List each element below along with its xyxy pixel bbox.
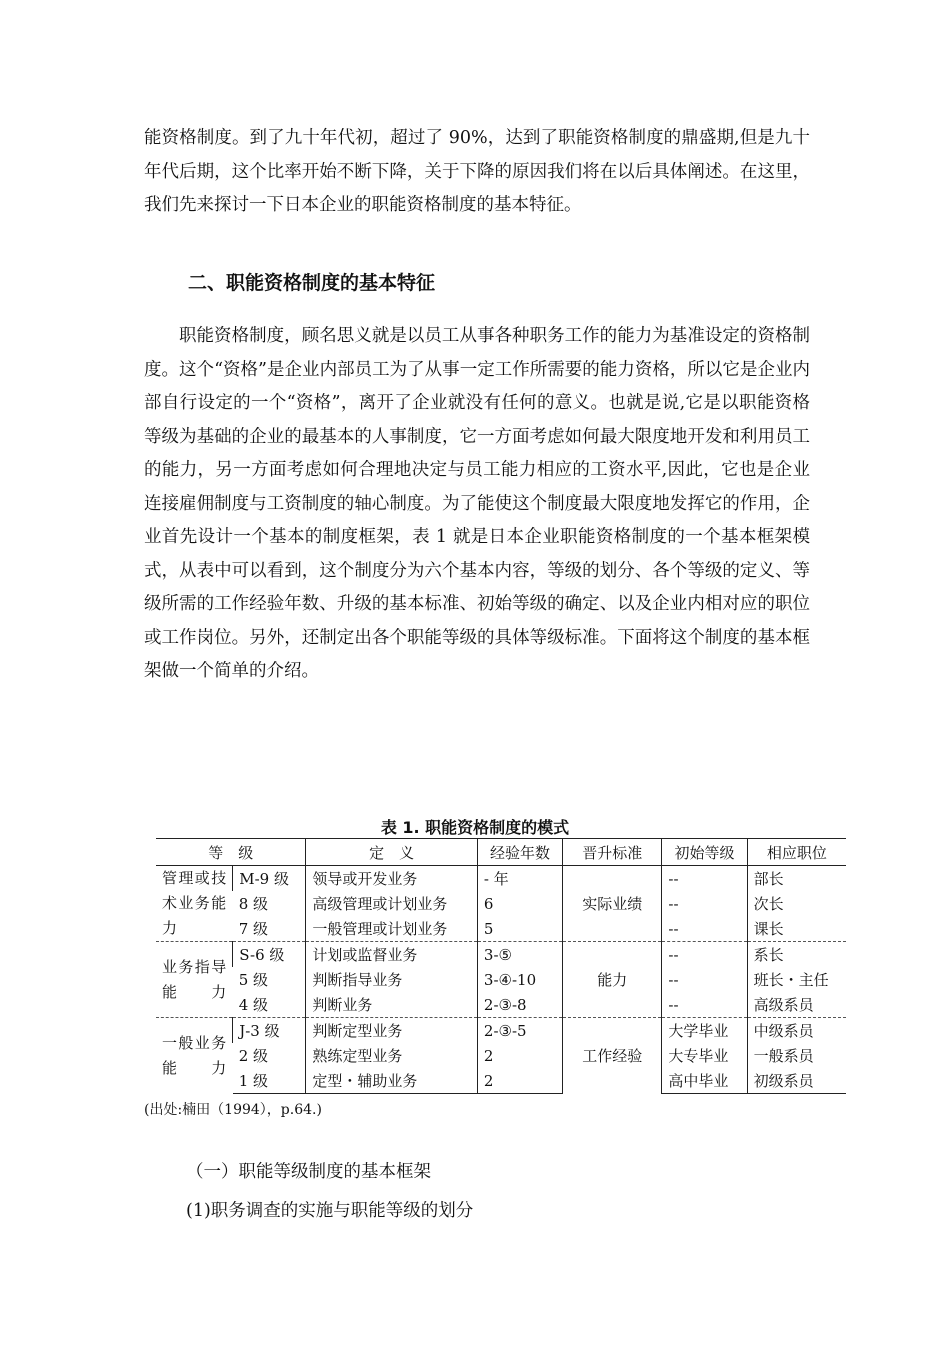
table-row — [156, 891, 846, 916]
table-row — [156, 916, 846, 942]
position-cell: 班长・主任 — [747, 967, 846, 992]
subheading-job-survey: (1)职务调查的实施与职能等级的划分 — [186, 1201, 474, 1221]
promotion-cell: 实际业绩 — [563, 866, 662, 942]
definition-cell: 计划或监督业务 — [306, 942, 477, 968]
years-cell: 2-③-8 — [477, 992, 562, 1018]
table-row — [156, 942, 846, 968]
position-cell: 部长 — [747, 866, 846, 892]
category-cell: 一般业务能力 — [156, 1018, 233, 1094]
level-cell: S-6 级 — [233, 942, 306, 968]
initial-cell: 高中毕业 — [662, 1068, 747, 1094]
position-cell: 一般系员 — [747, 1043, 846, 1068]
position-cell: 系长 — [747, 942, 846, 968]
years-cell: 6 — [477, 891, 562, 916]
table-row — [156, 967, 846, 992]
category-cell: 业务指导能力 — [156, 942, 233, 1018]
position-cell: 次长 — [747, 891, 846, 916]
level-cell: M-9 级 — [233, 866, 306, 892]
table-source-note: (出处:楠田（1994），p.64.) — [144, 1102, 322, 1118]
header-initial: 初始等级 — [662, 839, 747, 866]
initial-cell: 大学毕业 — [662, 1018, 747, 1044]
initial-cell: -- — [662, 916, 747, 942]
table-row — [156, 1018, 846, 1044]
initial-cell: -- — [662, 992, 747, 1018]
initial-cell: -- — [662, 942, 747, 968]
table-row — [156, 992, 846, 1018]
table-row — [156, 1043, 846, 1068]
paragraph-body: 职能资格制度，顾名思义就是以员工从事各种职务工作的能力为基准设定的资格制度。这个“资格”是企业内部员工为了从事一定工作所需要的能力资格，所以它是企业内部自行设定的一个“资格”，离开了企业就没有任何的意义。也就是说,它是以职能资格等级为基础的企业的最基本的人事制度，它一方面考虑如何最大限度地开发和利用员工的能力，另一方面考虑如何合理地决定与员工能力相应的工资水平,因此，它也是企业连接雇佣制度与工资制度的轴心制度。为了能使这个制度最大限度地发挥它的作用，企业首先设计一个基本的制度框架，表 1 就是日本企业职能资格制度的一个基本框架模式，从表中可以看到，这个制度分为六个基本内容，等级的划分、各个等级的定义、等级所需的工作经验年数、升级的基本标准、初始等级的确定、以及企业内相对应的职位或工作岗位。另外，还制定出各个职能等级的具体等级标准。下面将这个制度的基本框架做一个简单的介绍。 — [144, 326, 810, 681]
category-cell: 管理或技术业务能力 — [162, 869, 227, 937]
years-cell: 5 — [477, 916, 562, 942]
level-cell: 1 级 — [233, 1068, 306, 1094]
position-cell: 高级系员 — [747, 992, 846, 1018]
level-cell: 7 级 — [238, 920, 269, 938]
table-row — [156, 1068, 846, 1094]
subheading-framework: （一）职能等级制度的基本框架 — [186, 1162, 431, 1182]
definition-cell: 高级管理或计划业务 — [306, 891, 477, 916]
level-cell: J-3 级 — [233, 1018, 306, 1044]
table-header-row — [156, 839, 846, 866]
header-position: 相应职位 — [747, 839, 846, 866]
position-cell: 初级系员 — [747, 1068, 846, 1094]
header-grade: 等 级 — [156, 839, 306, 866]
table-row — [156, 866, 846, 892]
definition-cell: 熟练定型业务 — [306, 1043, 477, 1068]
years-cell: - 年 — [477, 866, 562, 892]
position-cell: 课长 — [747, 916, 846, 942]
initial-cell: -- — [662, 891, 747, 916]
header-definition: 定 义 — [306, 839, 477, 866]
table-title: 表 1. 职能资格制度的模式 — [380, 818, 570, 837]
level-cell: 2 级 — [238, 1047, 269, 1065]
definition-cell: 领导或开发业务 — [306, 866, 477, 892]
position-cell: 中级系员 — [747, 1018, 846, 1044]
qualification-framework-table — [156, 838, 846, 1094]
section-heading: 二、职能资格制度的基本特征 — [188, 272, 436, 294]
paragraph-continued: 能资格制度。到了九十年代初，超过了 90%，达到了职能资格制度的鼎盛期,但是九十年代后期，这个比率开始不断下降，关于下降的原因我们将在以后具体阐述。在这里，我们先来探讨一下日本企业的职能资格制度的基本特征。 — [144, 128, 810, 215]
years-cell: 2 — [477, 1068, 562, 1094]
definition-cell: 判断业务 — [306, 992, 477, 1018]
promotion-cell: 工作经验 — [563, 1018, 662, 1094]
promotion-cell: 能力 — [563, 942, 662, 1018]
header-years: 经验年数 — [477, 839, 562, 866]
years-cell: 3-④-10 — [477, 967, 562, 992]
years-cell: 2-③-5 — [477, 1018, 562, 1044]
level-cell: 8 级 — [238, 895, 269, 913]
definition-cell: 判断定型业务 — [306, 1018, 477, 1044]
years-cell: 2 — [477, 1043, 562, 1068]
level-cell: 5 级 — [238, 971, 269, 989]
level-cell: 4 级 — [238, 996, 269, 1014]
definition-cell: 定型・辅助业务 — [306, 1068, 477, 1094]
definition-cell: 判断指导业务 — [306, 967, 477, 992]
initial-cell: -- — [662, 967, 747, 992]
years-cell: 3-⑤ — [477, 942, 562, 968]
initial-cell: 大专毕业 — [662, 1043, 747, 1068]
initial-cell: -- — [662, 866, 747, 892]
header-promotion: 晋升标准 — [563, 839, 662, 866]
definition-cell: 一般管理或计划业务 — [306, 916, 477, 942]
